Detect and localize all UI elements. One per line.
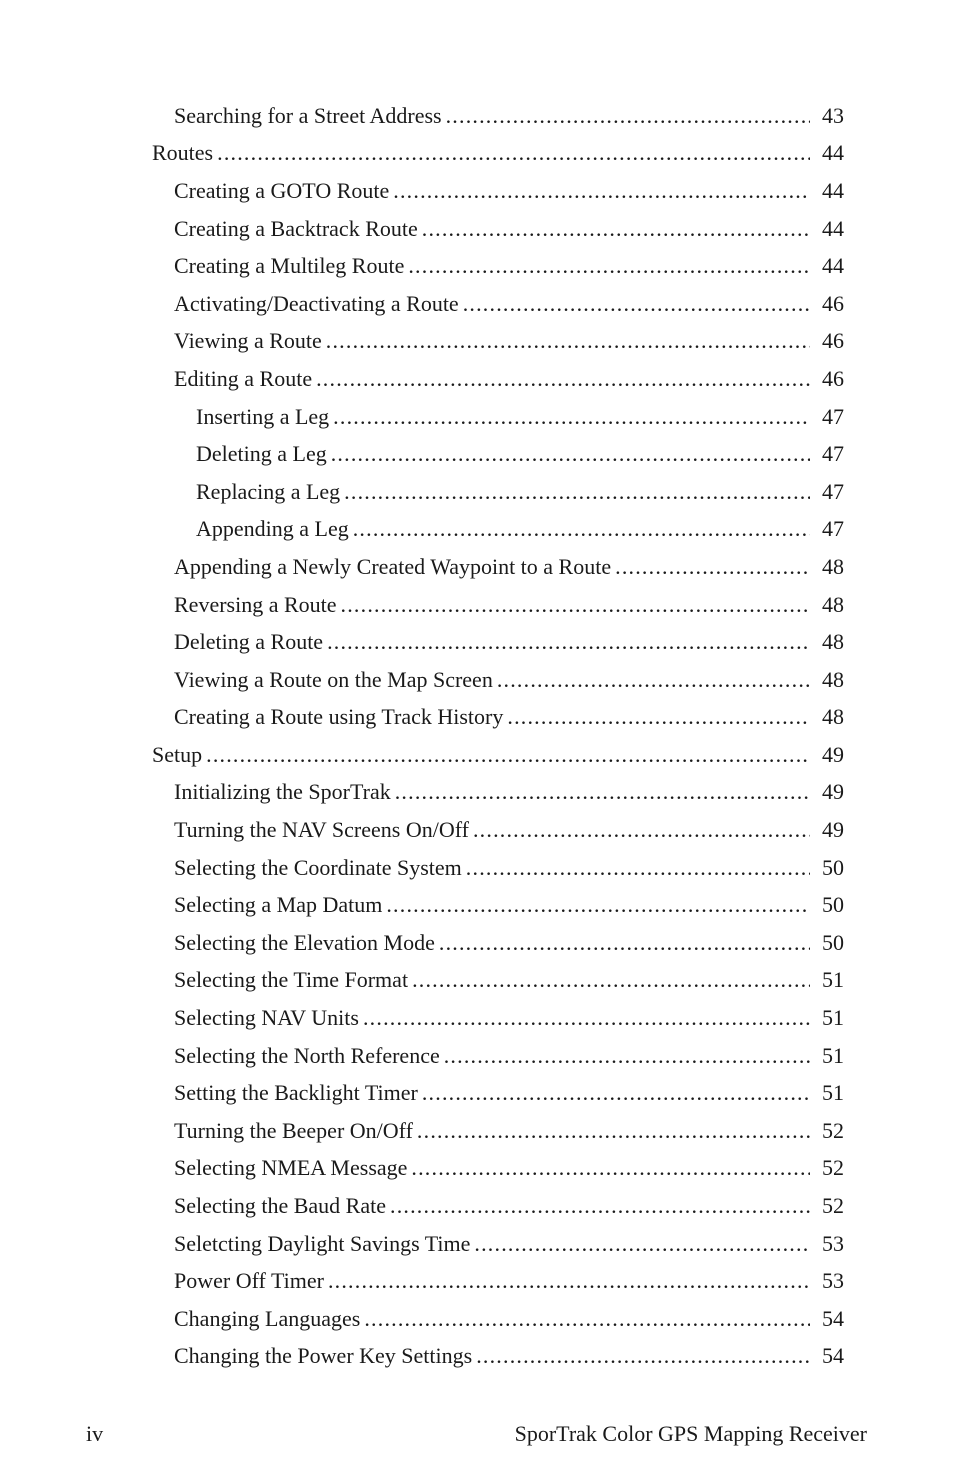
dot-leader (476, 1345, 810, 1367)
dot-leader (507, 706, 810, 728)
toc-entry-title: Changing Languages (174, 1305, 361, 1331)
toc-entry-page: 46 (822, 290, 844, 316)
toc-entry-page: 48 (822, 591, 844, 617)
toc-entry (0, 210, 954, 248)
toc-entry (0, 1300, 954, 1338)
toc-entry (0, 999, 954, 1037)
toc-entry (0, 1338, 954, 1376)
toc-entry (0, 1037, 954, 1075)
toc-entry-page: 54 (822, 1305, 844, 1331)
dot-leader (422, 1082, 810, 1104)
toc-entry-page: 47 (822, 441, 844, 467)
toc-entry-page: 49 (822, 779, 844, 805)
dot-leader (353, 518, 810, 540)
dot-leader (364, 1308, 810, 1330)
toc-entry (0, 1187, 954, 1225)
toc-entry-title: Routes (152, 140, 214, 166)
toc-entry (0, 1225, 954, 1263)
dot-leader (363, 1007, 810, 1029)
toc-entry-title: Selecting the North Reference (174, 1042, 440, 1068)
toc-entry-title: Creating a GOTO Route (174, 177, 390, 203)
toc-entry (0, 962, 954, 1000)
toc-entry (0, 1262, 954, 1300)
toc-entry-title: Inserting a Leg (196, 403, 330, 429)
toc-entry-title: Creating a Multileg Route (174, 253, 405, 279)
toc-entry-title: Appending a Newly Created Waypoint to a Route (174, 553, 612, 579)
toc-entry-page: 53 (822, 1230, 844, 1256)
page-footer (0, 1421, 954, 1451)
toc-entry-page: 43 (822, 102, 844, 128)
dot-leader (341, 594, 810, 616)
toc-entry-page: 44 (822, 215, 844, 241)
toc-entry (0, 135, 954, 173)
toc-entry-title: Activating/Deactivating a Route (174, 290, 459, 316)
toc-entry-title: Editing a Route (174, 365, 313, 391)
toc-entry-title: Replacing a Leg (196, 478, 341, 504)
toc-entry-title: Setting the Backlight Timer (174, 1080, 418, 1106)
toc-entry (0, 661, 954, 699)
dot-leader (333, 406, 810, 428)
toc-entry (0, 1074, 954, 1112)
dot-leader (217, 142, 810, 164)
toc-entry-title: Appending a Leg (196, 516, 349, 542)
toc-entry-title: Seletcting Daylight Savings Time (174, 1230, 471, 1256)
toc-entry (0, 473, 954, 511)
toc-entry-page: 50 (822, 892, 844, 918)
toc-entry (0, 97, 954, 135)
toc-entry-title: Selecting NMEA Message (174, 1155, 408, 1181)
dot-leader (390, 1195, 810, 1217)
dot-leader (444, 1045, 810, 1067)
toc-entry (0, 886, 954, 924)
toc-entry-title: Reversing a Route (174, 591, 337, 617)
toc-entry-title: Selecting the Time Format (174, 967, 409, 993)
toc-entry-page: 49 (822, 741, 844, 767)
toc-entry-page: 44 (822, 140, 844, 166)
toc-entry (0, 511, 954, 549)
toc-entry-page: 52 (822, 1117, 844, 1143)
toc-entry-page: 51 (822, 1080, 844, 1106)
toc-entry-page: 47 (822, 516, 844, 542)
toc-entry (0, 172, 954, 210)
dot-leader (446, 105, 810, 127)
toc-entry-title: Viewing a Route (174, 328, 322, 354)
dot-leader (439, 932, 810, 954)
toc-entry-title: Creating a Backtrack Route (174, 215, 418, 241)
toc-entry (0, 1150, 954, 1188)
toc-entry-page: 52 (822, 1155, 844, 1181)
toc-entry (0, 774, 954, 812)
dot-leader (466, 857, 810, 879)
dot-leader (615, 556, 810, 578)
toc-entry (0, 323, 954, 361)
toc-entry-title: Selecting the Elevation Mode (174, 929, 435, 955)
toc-entry-page: 48 (822, 629, 844, 655)
toc-entry (0, 736, 954, 774)
toc-entry (0, 811, 954, 849)
toc-entry (0, 247, 954, 285)
toc-entry (0, 548, 954, 586)
toc-entry-page: 48 (822, 704, 844, 730)
dot-leader (328, 1270, 810, 1292)
dot-leader (408, 255, 810, 277)
toc-entry-page: 46 (822, 328, 844, 354)
toc-entry-title: Selecting a Map Datum (174, 892, 383, 918)
toc-entry (0, 435, 954, 473)
toc-entry-page: 47 (822, 478, 844, 504)
dot-leader (316, 368, 810, 390)
toc-entry-page: 50 (822, 929, 844, 955)
toc-entry-title: Creating a Route using Track History (174, 704, 504, 730)
toc-entry-page: 53 (822, 1268, 844, 1294)
toc-entry-page: 52 (822, 1193, 844, 1219)
toc-entry (0, 623, 954, 661)
toc-entry-title: Changing the Power Key Settings (174, 1343, 473, 1369)
toc-entry-page: 48 (822, 553, 844, 579)
toc-entry (0, 398, 954, 436)
dot-leader (395, 781, 810, 803)
dot-leader (474, 1233, 810, 1255)
toc-entry (0, 849, 954, 887)
dot-leader (422, 218, 810, 240)
toc-entry (0, 285, 954, 323)
dot-leader (412, 969, 810, 991)
toc-entry (0, 360, 954, 398)
toc-entry-title: Turning the NAV Screens On/Off (174, 817, 469, 843)
toc-entry-page: 51 (822, 967, 844, 993)
dot-leader (417, 1120, 810, 1142)
toc-entry-page: 51 (822, 1042, 844, 1068)
toc-entry-page: 49 (822, 817, 844, 843)
dot-leader (386, 894, 810, 916)
toc-entry-page: 46 (822, 365, 844, 391)
page-number: iv (86, 1421, 104, 1446)
toc-entry (0, 924, 954, 962)
dot-leader (393, 180, 810, 202)
toc-entry-page: 44 (822, 177, 844, 203)
toc-entry (0, 586, 954, 624)
toc-entry-page: 51 (822, 1005, 844, 1031)
document-title: SporTrak Color GPS Mapping Receiver (514, 1421, 867, 1446)
dot-leader (344, 481, 810, 503)
toc-entry-title: Power Off Timer (174, 1268, 324, 1294)
toc-entry-title: Selecting NAV Units (174, 1005, 359, 1031)
toc-entry-title: Initializing the SporTrak (174, 779, 391, 805)
toc-entry-title: Searching for a Street Address (174, 102, 442, 128)
toc-entry-page: 54 (822, 1343, 844, 1369)
dot-leader (497, 669, 810, 691)
toc-entry-title: Selecting the Baud Rate (174, 1193, 386, 1219)
dot-leader (473, 819, 810, 841)
dot-leader (463, 293, 810, 315)
dot-leader (331, 443, 810, 465)
toc-entry-page: 47 (822, 403, 844, 429)
table-of-contents (0, 97, 954, 1375)
toc-entry-title: Viewing a Route on the Map Screen (174, 666, 493, 692)
dot-leader (206, 744, 810, 766)
dot-leader (326, 330, 810, 352)
toc-entry-page: 50 (822, 854, 844, 880)
toc-entry-page: 48 (822, 666, 844, 692)
toc-entry-title: Setup (152, 741, 203, 767)
toc-entry-title: Deleting a Route (174, 629, 324, 655)
dot-leader (327, 631, 810, 653)
toc-entry-page: 44 (822, 253, 844, 279)
dot-leader (411, 1157, 810, 1179)
toc-entry (0, 1112, 954, 1150)
toc-entry (0, 699, 954, 737)
toc-entry-title: Selecting the Coordinate System (174, 854, 462, 880)
toc-entry-title: Deleting a Leg (196, 441, 327, 467)
toc-entry-title: Turning the Beeper On/Off (174, 1117, 413, 1143)
